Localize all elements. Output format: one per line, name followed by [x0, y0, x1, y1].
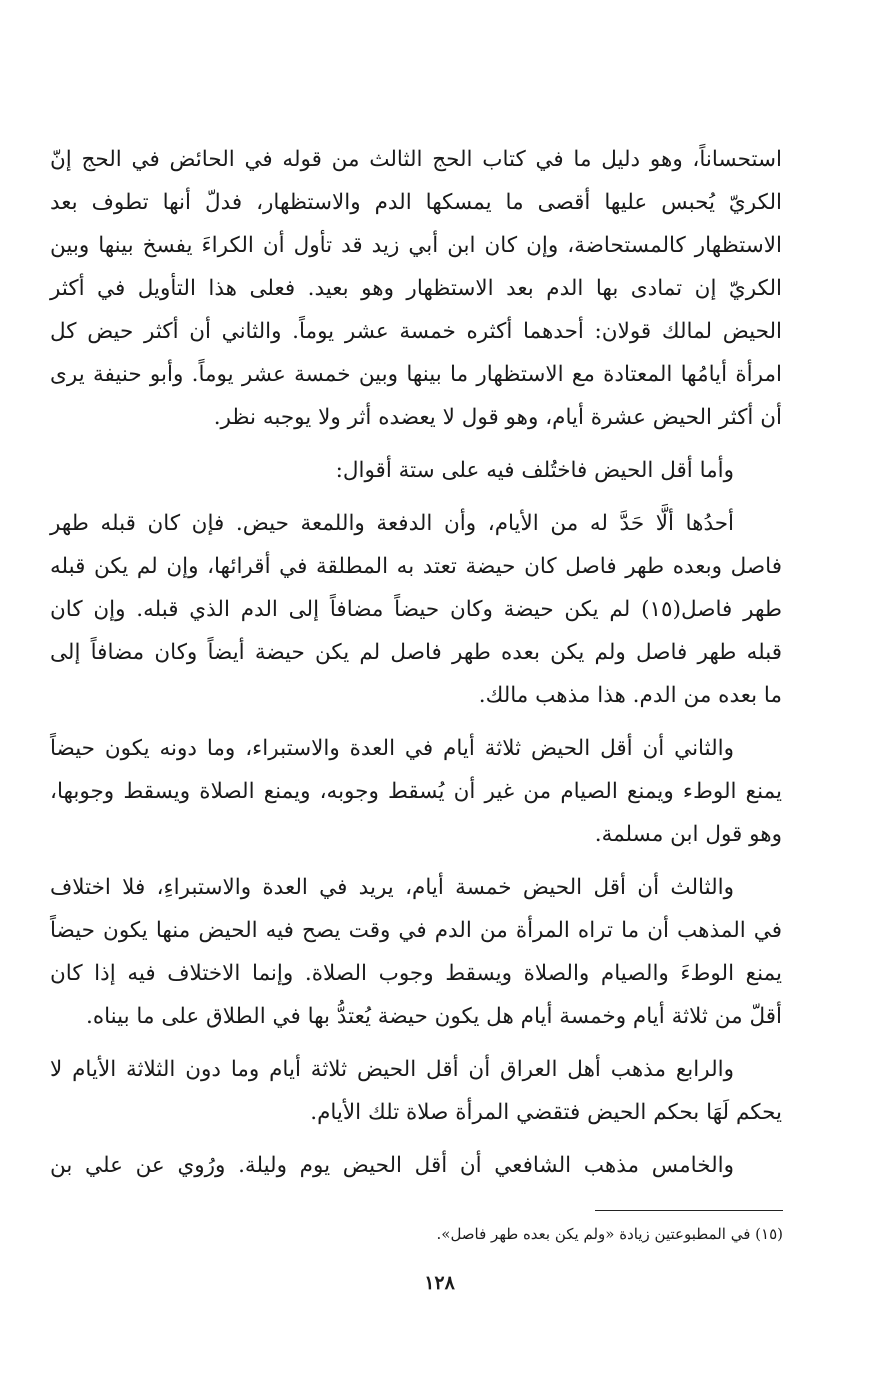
text-line: قبله طهر فاصل ولم يكن بعده طهر فاصل لم يكن حيضة أيضاً وكان مضافاً إلى: [50, 640, 782, 665]
text-line: الكريّ إن تمادى بها الدم بعد الاستظهار وهو بعيد. فعلى هذا التأويل في أكثر: [50, 276, 782, 301]
text-line: أن أكثر الحيض عشرة أيام، وهو قول لا يعضده أثر ولا يوجبه نظر.: [213, 405, 782, 430]
text-line: الكريّ يُحبس عليها أقصى ما يمسكها الدم والاستظهار، فدلّ أنها تطوف بعد: [50, 190, 782, 215]
text-line: أحدُها ألَّا حَدَّ له من الأيام، وأن الدفعة واللمعة حيض. فإن كان قبله طهر: [50, 511, 734, 536]
text-line: والثالث أن أقل الحيض خمسة أيام، يريد في العدة والاستبراءِ، فلا اختلاف: [50, 875, 734, 900]
text-line: يمنع الوطءَ والصيام والصلاة ويسقط وجوب الصلاة. وإنما الاختلاف فيه إذا كان: [50, 961, 782, 986]
text-line: والثاني أن أقل الحيض ثلاثة أيام في العدة والاستبراء، وما دونه يكون حيضاً: [50, 736, 734, 761]
paragraph-7: [50, 1144, 782, 1187]
text-line: استحساناً، وهو دليل ما في كتاب الحج الثالث من قوله في الحائض في الحج إنّ: [50, 147, 782, 172]
text-line: امرأة أيامُها المعتادة مع الاستظهار ما بينها وبين خمسة عشر يوماً. وأبو حنيفة يرى: [50, 362, 782, 387]
paragraph-1: [50, 138, 782, 439]
text-line: فاصل وبعده طهر فاصل كان حيضة تعتد به المطلقة في أقرائها، وإن لم يكن قبله: [50, 554, 782, 579]
text-line: وهو قول ابن مسلمة.: [594, 822, 782, 847]
footnote: (١٥) في المطبوعتين زيادة «ولم يكن بعده طهر فاصل».: [436, 1225, 783, 1243]
paragraph-3: [50, 502, 782, 717]
text-line: أقلّ من ثلاثة أيام وخمسة أيام هل يكون حيضة يُعتدُّ بها في الطلاق على ما بيناه.: [85, 1004, 782, 1029]
paragraph-4: [50, 727, 782, 856]
text-line: طهر فاصل(١٥) لم يكن حيضة وكان حيضاً مضافاً إلى الدم الذي قبله. وإن كان: [50, 597, 782, 622]
text-line: يحكم لَهَا بحكم الحيض فتقضي المرأة صلاة تلك الأيام.: [310, 1100, 782, 1125]
text-line: في المذهب أن ما تراه المرأة من الدم في وقت يصح فيه الحيض منها يكون حيضاً: [50, 918, 782, 943]
body-text: [50, 138, 782, 1187]
text-line: الحيض لمالك قولان: أحدهما أكثره خمسة عشر يوماً. والثاني أن أكثر حيض كل: [50, 319, 782, 344]
text-line: وأما أقل الحيض فاختُلف فيه على ستة أقوال:: [335, 458, 734, 483]
text-line: والخامس مذهب الشافعي أن أقل الحيض يوم وليلة. ورُوي عن علي بن: [50, 1153, 734, 1178]
page-number: ١٢٨: [424, 1272, 455, 1294]
text-line: والرابع مذهب أهل العراق أن أقل الحيض ثلاثة أيام وما دون الثلاثة الأيام لا: [50, 1057, 734, 1082]
text-line: الاستظهار كالمستحاضة، وإن كان ابن أبي زيد قد تأول أن الكراءَ يفسخ بينها وبين: [50, 233, 782, 258]
paragraph-2: [50, 449, 782, 492]
paragraph-6: [50, 1048, 782, 1134]
footnote-divider: [595, 1210, 783, 1211]
text-line: ما بعده من الدم. هذا مذهب مالك.: [478, 683, 782, 708]
text-line: يمنع الوطء ويمنع الصيام من غير أن يُسقط وجوبه، ويمنع الصلاة ويسقط وجوبها،: [50, 779, 782, 804]
paragraph-5: [50, 866, 782, 1038]
